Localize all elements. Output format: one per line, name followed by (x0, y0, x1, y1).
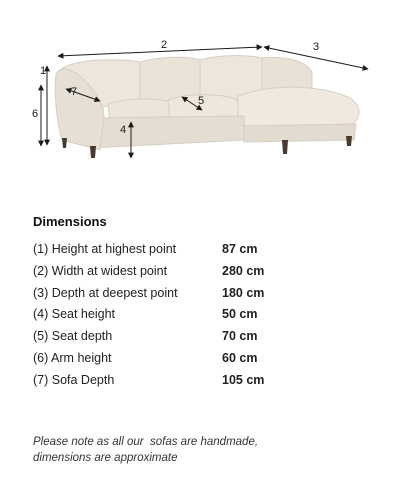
dimension-row-width (33, 264, 373, 286)
dimension-value: 60 cm (222, 350, 258, 365)
dimension-label: (3) Depth at deepest point (33, 285, 178, 300)
dimension-row-seat-height (33, 307, 373, 329)
sofa-dimension-diagram (0, 0, 400, 200)
dimension-row-height (33, 242, 373, 264)
callout-4: 4 (120, 124, 127, 136)
callout-3: 3 (313, 41, 320, 53)
callout-7: 7 (71, 86, 78, 98)
note-line-1: Please note as all our sofas are handmade, (33, 436, 259, 448)
dimension-row-arm-height (33, 351, 373, 373)
dimension-value: 180 cm (222, 285, 265, 300)
dimensions-list (33, 242, 373, 395)
dimension-value: 105 cm (222, 372, 265, 387)
dimension-label: (1) Height at highest point (33, 242, 177, 256)
callout-6: 6 (32, 108, 39, 120)
dimension-label: (2) Width at widest point (33, 263, 168, 278)
callout-5: 5 (198, 95, 205, 107)
dimension-value: 70 cm (222, 329, 258, 344)
handmade-note (33, 434, 383, 466)
dimensions-heading: Dimensions (33, 214, 107, 229)
callout-2: 2 (161, 39, 168, 51)
dimension-label: (5) Seat depth (33, 329, 113, 344)
dimension-value: 280 cm (222, 263, 265, 278)
dimension-label: (6) Arm height (33, 350, 112, 365)
dimension-label: (4) Seat height (33, 307, 115, 322)
dimension-row-depth (33, 286, 373, 308)
dimension-row-sofa-depth (33, 373, 373, 395)
dimension-value: 50 cm (222, 307, 258, 322)
dimension-value: 87 cm (222, 242, 258, 256)
callout-1: 1 (40, 65, 47, 77)
dimension-label: (7) Sofa Depth (33, 372, 115, 387)
sofa-illustration (55, 56, 359, 158)
dimension-row-seat-depth (33, 329, 373, 351)
note-line-2: dimensions are approximate (33, 452, 178, 464)
